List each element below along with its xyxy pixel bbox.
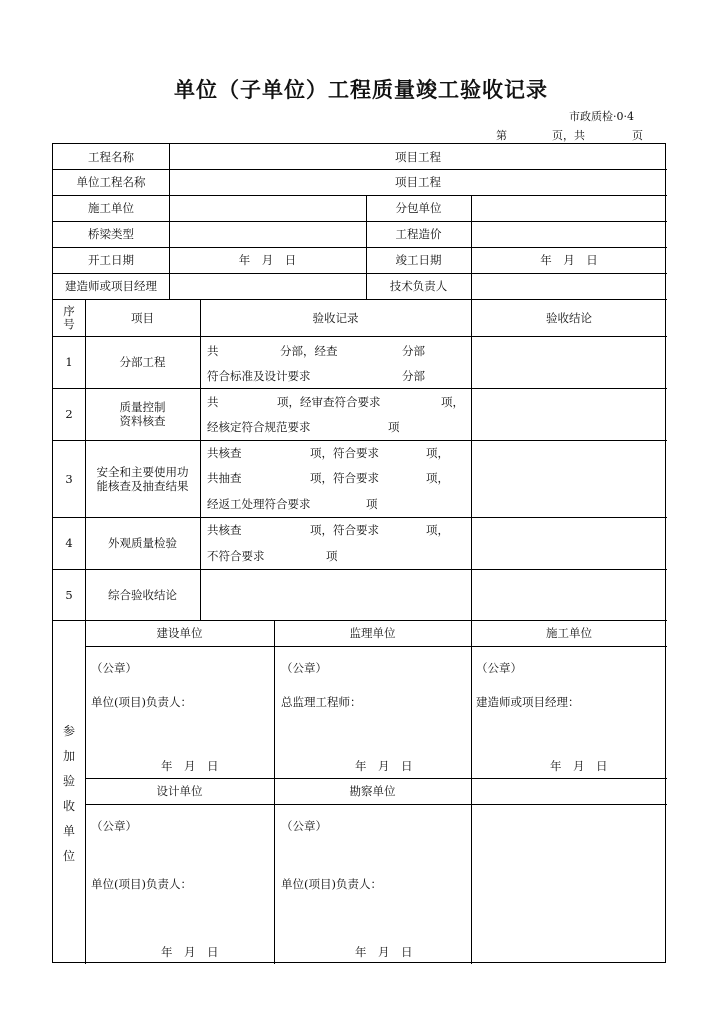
record-text: 项， <box>441 395 464 409</box>
contractor-label: 施工单位 <box>88 201 134 215</box>
record-text: 不符合要求 <box>207 549 265 563</box>
seal-placeholder: （公章） <box>91 661 137 675</box>
row-item-line1: 质量控制 <box>119 400 166 414</box>
signer-label: 总监理工程师： <box>281 695 362 709</box>
row-item-line1: 安全和主要使用功 <box>96 465 189 479</box>
row-no: 5 <box>65 587 73 602</box>
column-header-conclusion: 验收结论 <box>546 310 592 325</box>
project-name-value: 项目工程 <box>395 149 441 164</box>
record-text: 经返工处理符合要求 <box>207 497 311 511</box>
finish-date-label: 竣工日期 <box>395 253 442 267</box>
record-text: 共核查 <box>207 523 242 537</box>
date-line: 年 月 日 <box>355 945 413 959</box>
signer-label: 单位(项目)负责人： <box>91 877 192 891</box>
record-text: 项， <box>426 446 449 460</box>
page-prefix: 第 <box>496 129 507 142</box>
row-no: 1 <box>65 355 73 369</box>
column-header-record: 验收记录 <box>312 310 359 325</box>
page-suffix: 页 <box>632 129 643 142</box>
record-text: 项，符合要求 <box>310 471 379 485</box>
seal-placeholder: （公章） <box>281 661 327 675</box>
start-date-value: 年 月 日 <box>238 253 297 267</box>
record-text: 项， <box>426 523 449 537</box>
start-date-label: 开工日期 <box>88 253 134 267</box>
acceptance-form <box>52 143 666 963</box>
row-item-line2: 资料核查 <box>119 414 166 428</box>
record-text: 经核定符合规范要求 <box>207 420 311 434</box>
row-item: 分部工程 <box>119 355 166 369</box>
record-text: 项，符合要求 <box>310 523 379 537</box>
date-line: 年 月 日 <box>161 759 219 773</box>
row-item-line2: 能核查及抽查结果 <box>96 479 189 493</box>
record-text: 共 <box>207 395 219 409</box>
row-item: 外观质量检验 <box>108 536 177 550</box>
signer-label: 单位(项目)负责人： <box>281 877 382 891</box>
record-text: 项 <box>326 549 338 563</box>
record-text: 共核查 <box>207 446 242 460</box>
designer-unit-title: 设计单位 <box>156 784 203 798</box>
column-header-no: 序号 <box>63 303 75 331</box>
subcontractor-label: 分包单位 <box>395 201 442 215</box>
date-line: 年 月 日 <box>355 759 413 773</box>
bridge-type-label: 桥梁类型 <box>88 227 134 241</box>
seal-placeholder: （公章） <box>281 819 327 833</box>
manager-label: 建造师或项目经理 <box>65 279 157 293</box>
record-text: 项 <box>366 497 378 511</box>
unit-project-label: 单位工程名称 <box>76 175 146 189</box>
tech-lead-label: 技术负责人 <box>389 279 448 293</box>
seal-placeholder: （公章） <box>91 819 137 833</box>
unit-project-value: 项目工程 <box>395 175 441 189</box>
surveyor-unit-title: 勘察单位 <box>349 784 396 798</box>
record-text: 项 <box>388 420 400 434</box>
date-line: 年 月 日 <box>550 759 608 773</box>
row-no: 4 <box>65 536 73 550</box>
builder-unit-title: 施工单位 <box>546 626 592 640</box>
supervisor-unit-title: 监理单位 <box>349 626 396 640</box>
row-no: 3 <box>65 471 73 486</box>
record-text: 项， <box>426 471 449 485</box>
record-text: 分部，经查 <box>280 344 338 358</box>
form-code: 市政质检·0·4 <box>569 110 634 123</box>
signer-label: 建造师或项目经理： <box>476 695 580 709</box>
seal-placeholder: （公章） <box>476 661 522 675</box>
record-text: 符合标准及设计要求 <box>207 369 311 383</box>
record-text: 项，经审查符合要求 <box>277 395 381 409</box>
cost-label: 工程造价 <box>395 227 442 241</box>
project-name-label: 工程名称 <box>88 149 134 164</box>
record-text: 项，符合要求 <box>310 446 379 460</box>
page-mid: 页，共 <box>552 129 585 142</box>
signer-label: 单位(项目)负责人： <box>91 695 192 709</box>
row-item: 综合验收结论 <box>108 587 177 602</box>
row-no: 2 <box>65 407 73 421</box>
column-header-item: 项目 <box>131 310 154 325</box>
record-text: 共 <box>207 344 219 358</box>
participants-side-label: 参 加 验 收 单 位 <box>62 724 75 863</box>
record-text: 分部 <box>402 344 425 358</box>
owner-unit-title: 建设单位 <box>156 626 203 640</box>
record-text: 分部 <box>402 369 425 383</box>
document-title: 单位（子单位）工程质量竣工验收记录 <box>174 78 548 102</box>
finish-date-value: 年 月 日 <box>540 253 598 267</box>
record-text: 共抽查 <box>207 471 242 485</box>
date-line: 年 月 日 <box>161 945 219 959</box>
